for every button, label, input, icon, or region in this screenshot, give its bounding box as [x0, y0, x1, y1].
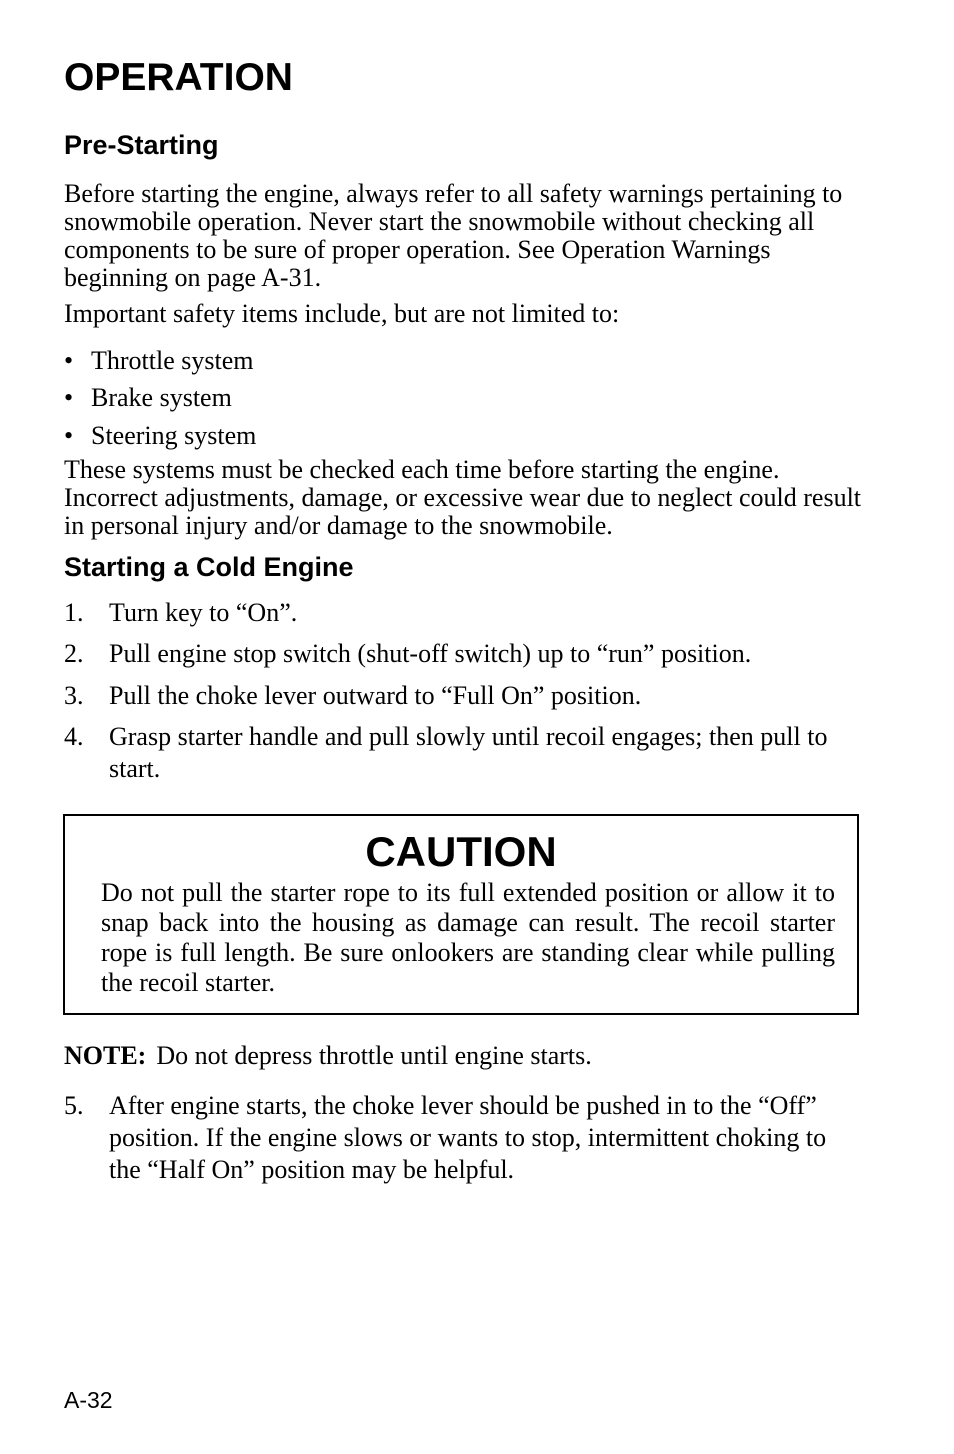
- bullet-icon: •: [64, 383, 74, 412]
- caution-title: CAUTION: [365, 828, 557, 875]
- section-title: OPERATION: [64, 56, 293, 99]
- step-text: Pull the choke lever outward to “Full On” position.: [109, 681, 642, 710]
- bullet-icon: •: [64, 421, 74, 450]
- pre-starting-paragraph: Before starting the engine, always refer to all safety warnings pertaining to snowmobile operation. Never start the snowmobile without checking all components to be sure of proper operation. See Operation Warnings beginning on page A-31.: [64, 179, 843, 292]
- list-item: [64, 383, 232, 413]
- list-item: [64, 346, 253, 376]
- list-item-label: Steering system: [91, 421, 257, 450]
- list-item-label: Brake system: [91, 383, 232, 412]
- page-number: A-32: [64, 1387, 113, 1413]
- step-number: 5.: [64, 1091, 84, 1120]
- step-text: Pull engine stop switch (shut-off switch) up to “run” position.: [109, 639, 752, 668]
- step-item: [64, 638, 864, 670]
- step-item: [64, 1090, 864, 1186]
- step-text: Grasp starter handle and pull slowly until recoil engages; then pull to start.: [109, 722, 828, 783]
- systems-check-paragraph: These systems must be checked each time before starting the engine. Incorrect adjustments, damage, or excessive wear due to neglect could result in personal injury and/or damage to the snowmobile.: [64, 455, 862, 540]
- note: [64, 1040, 592, 1072]
- caution-box: [63, 814, 859, 1015]
- step-number: 1.: [64, 598, 84, 627]
- caution-text: Do not pull the starter rope to its full extended position or allow it to snap back into the housing as damage can result. The recoil starter rope is full length. Be sure onlookers are standing clear while pulling the recoil starter.: [101, 878, 835, 997]
- step-number: 3.: [64, 681, 84, 710]
- list-item: [64, 421, 256, 451]
- safety-items-intro: Important safety items include, but are not limited to:: [64, 299, 620, 328]
- step-text: After engine starts, the choke lever should be pushed in to the “Off” position. If the engine slows or wants to stop, intermittent choking to the “Half On” position may be helpful.: [109, 1091, 827, 1184]
- cold-engine-heading: Starting a Cold Engine: [64, 552, 354, 582]
- bullet-icon: •: [64, 346, 74, 375]
- note-text: Do not depress throttle until engine starts.: [156, 1041, 592, 1070]
- step-item: [64, 680, 864, 712]
- note-label: NOTE:: [64, 1041, 147, 1070]
- pre-starting-heading: Pre-Starting: [64, 130, 219, 160]
- step-number: 2.: [64, 639, 84, 668]
- step-number: 4.: [64, 722, 84, 751]
- list-item-label: Throttle system: [91, 346, 254, 375]
- step-text: Turn key to “On”.: [109, 598, 298, 627]
- step-item: [64, 597, 864, 629]
- step-item: [64, 721, 864, 785]
